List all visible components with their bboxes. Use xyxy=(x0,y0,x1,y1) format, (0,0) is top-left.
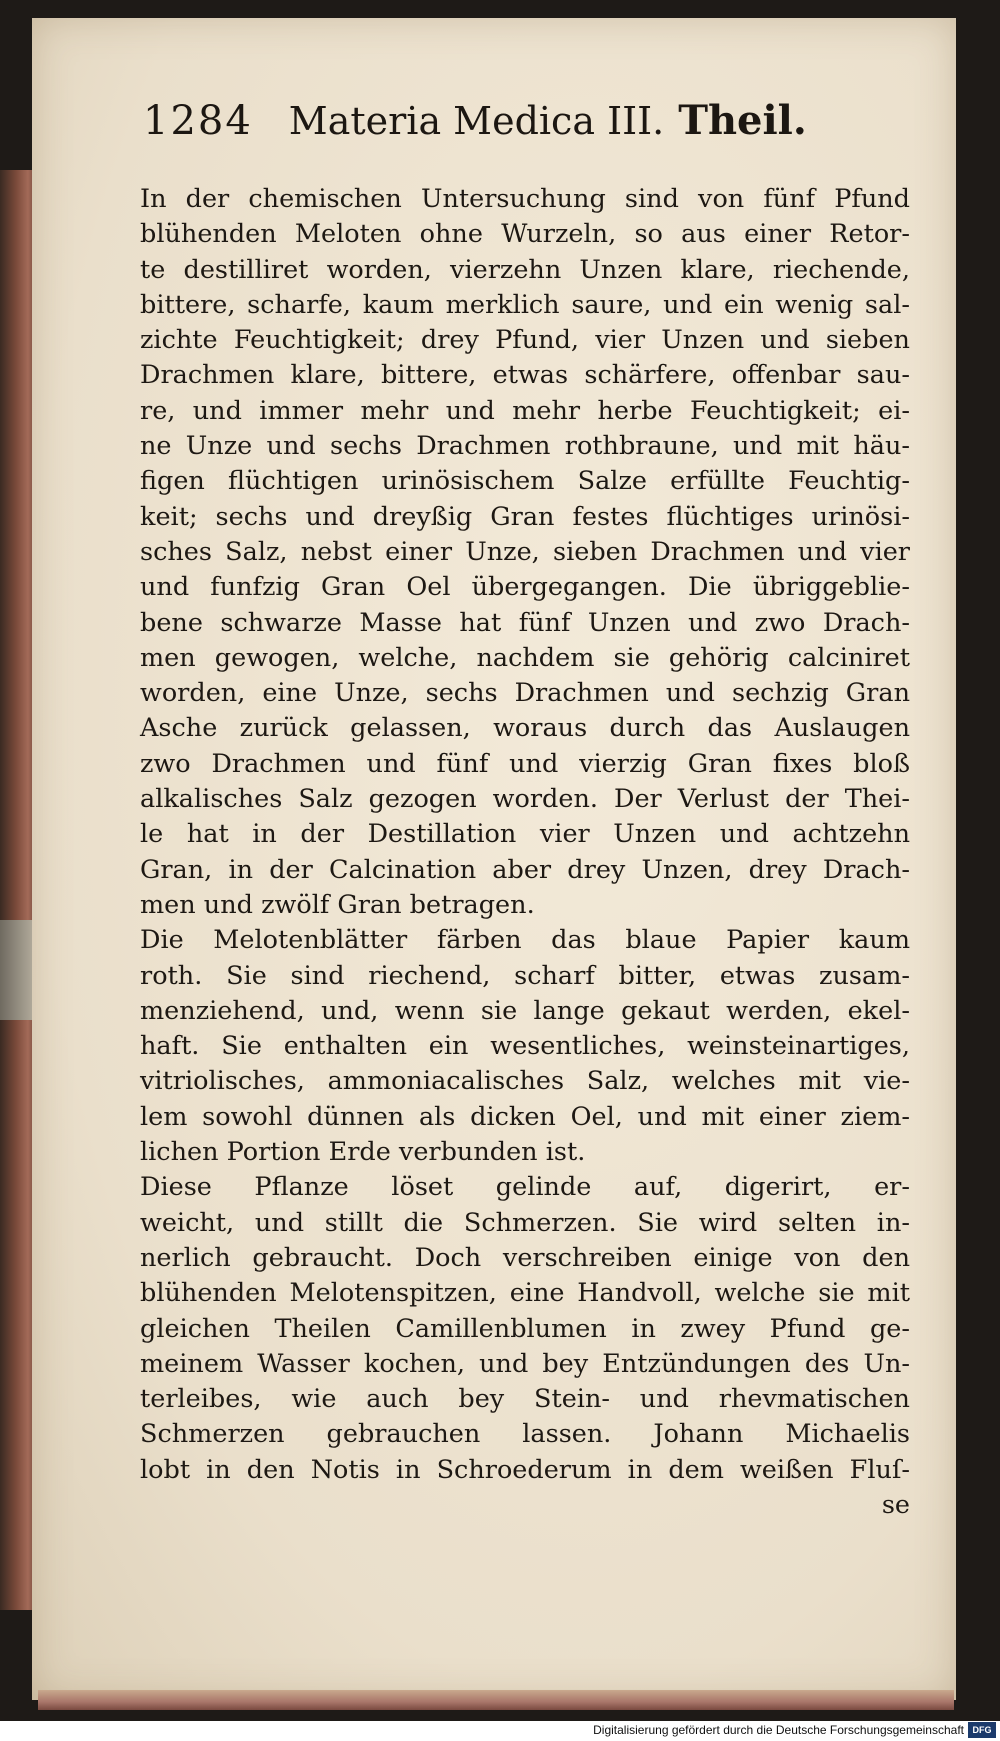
catchword: se xyxy=(881,1489,910,1520)
text-line: Diese Pflanze löset gelinde auf, digerirt, er- xyxy=(140,1172,910,1203)
text-line: te destilliret worden, vierzehn Unzen klare, riechende, xyxy=(140,254,910,285)
running-head xyxy=(143,97,903,157)
text-line: blühenden Melotenspitzen, eine Handvoll, welche sie mit xyxy=(140,1278,910,1309)
page-bottom-edge xyxy=(38,1690,954,1710)
text-line: figen flüchtigen urinösischem Salze erfüllte Feuchtig- xyxy=(140,466,910,497)
digitization-footer xyxy=(0,1721,1000,1741)
text-line: Die Melotenblätter färben das blaue Papier kaum xyxy=(140,925,910,956)
text-line: vitriolisches, ammoniacalisches Salz, welches mit vie- xyxy=(140,1066,910,1097)
text-line: men und zwölf Gran betragen. xyxy=(140,889,535,920)
text-line: le hat in der Destillation vier Unzen und achtzehn xyxy=(140,819,910,850)
text-line: Drachmen klare, bittere, etwas schärfere, offenbar sau- xyxy=(140,360,910,391)
text-line: men gewogen, welche, nachdem sie gehörig calciniret xyxy=(140,642,910,673)
text-line: Asche zurück gelassen, woraus durch das Auslaugen xyxy=(140,713,910,744)
text-line: In der chemischen Untersuchung sind von fünf Pfund xyxy=(140,184,910,214)
dfg-logo: DFG xyxy=(968,1722,996,1738)
text-line: bittere, scharfe, kaum merklich saure, und ein wenig sal- xyxy=(140,289,910,320)
text-line: keit; sechs und dreyßig Gran festes flüchtiges urinösi- xyxy=(140,501,910,532)
text-line: Gran, in der Calcination aber drey Unzen, drey Drach- xyxy=(140,854,910,885)
text-line: lem sowohl dünnen als dicken Oel, und mit einer ziem- xyxy=(140,1101,910,1132)
page-number: 1284 xyxy=(143,98,253,144)
text-line: blühenden Meloten ohne Wurzeln, so aus einer Retor- xyxy=(140,219,910,250)
text-line: lobt in den Notis in Schroederum in dem weißen Fluſ- xyxy=(140,1454,910,1485)
text-line: meinem Wasser kochen, und bey Entzündungen des Un- xyxy=(140,1348,910,1379)
text-line: zichte Feuchtigkeit; drey Pfund, vier Unzen und sieben xyxy=(140,325,910,356)
text-line: ne Unze und sechs Drachmen rothbraune, und mit häu- xyxy=(140,431,910,462)
text-line: re, und immer mehr und mehr herbe Feuchtigkeit; ei- xyxy=(140,395,910,426)
text-line: nerlich gebraucht. Doch verschreiben einige von den xyxy=(140,1242,910,1273)
body-text xyxy=(140,182,910,1523)
text-line: terleibes, wie auch bey Stein- und rhevmatischen xyxy=(140,1384,910,1415)
running-head-part: Theil. xyxy=(678,97,807,144)
text-line: zwo Drachmen und fünf und vierzig Gran fixes bloß xyxy=(140,748,910,779)
text-line: roth. Sie sind riechend, scharf bitter, etwas zusam- xyxy=(140,960,910,991)
text-line: gleichen Theilen Camillenblumen in zwey Pfund ge- xyxy=(140,1313,910,1344)
text-line: haft. Sie enthalten ein wesentliches, weinsteinartiges, xyxy=(140,1031,910,1062)
text-line: und funfzig Gran Oel übergegangen. Die übriggeblie- xyxy=(140,572,910,603)
text-line: menziehend, und, wenn sie lange gekaut werden, ekel- xyxy=(140,995,910,1026)
running-head-title: Materia Medica III. xyxy=(288,99,665,143)
footer-credit: Digitalisierung gefördert durch die Deutsche Forschungsgemeinschaft xyxy=(593,1723,964,1737)
text-line: weicht, und stillt die Schmerzen. Sie wird selten in- xyxy=(140,1207,910,1238)
text-line: sches Salz, nebst einer Unze, sieben Drachmen und vier xyxy=(140,536,910,567)
text-line: lichen Portion Erde verbunden ist. xyxy=(140,1137,586,1168)
text-line: bene schwarze Masse hat fünf Unzen und zwo Drach- xyxy=(140,607,910,638)
text-line: Schmerzen gebrauchen lassen. Johann Michaelis xyxy=(140,1419,910,1450)
text-line: alkalisches Salz gezogen worden. Der Verlust der Thei- xyxy=(140,784,910,815)
text-line: worden, eine Unze, sechs Drachmen und sechzig Gran xyxy=(140,678,910,709)
